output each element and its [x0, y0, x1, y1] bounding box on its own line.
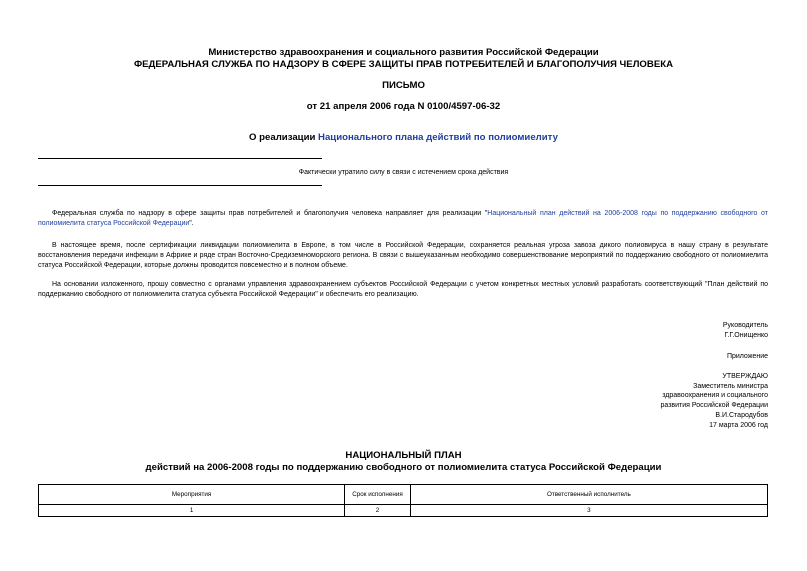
- approval-approve: УТВЕРЖДАЮ: [722, 373, 768, 380]
- plan-link[interactable]: Национальный план действий на 2006-2008 годы по поддержанию свободного от полиомиелита статуса Российской Федерации: [38, 210, 768, 227]
- ministry-name: Министерство здравоохранения и социального развития Российской Федерации: [208, 47, 599, 58]
- plan-title: НАЦИОНАЛЬНЫЙ ПЛАН: [345, 450, 462, 461]
- document-date-number: от 21 апреля 2006 года N 0100/4597-06-32: [306, 101, 501, 112]
- signature-role: Руководитель: [722, 322, 768, 329]
- approval-line-3: развития Российской Федерации: [660, 402, 768, 410]
- approval-line-1: Заместитель министра: [693, 382, 768, 390]
- approval-name: В.И.Стародубов: [715, 411, 768, 419]
- plan-subtitle: действий на 2006-2008 годы по поддержанию свободного от полиомиелита статуса Российской Федерации: [145, 462, 662, 473]
- approval-date: 17 марта 2006 год: [709, 421, 768, 429]
- subject-prefix: О реализации: [249, 132, 319, 143]
- signature-name: Г.Г.Онищенко: [724, 331, 768, 339]
- document-type: ПИСЬМО: [382, 80, 425, 91]
- table-header-row: [39, 485, 768, 505]
- document-subject: [0, 132, 807, 144]
- column-header-deadline: Срок исполнения: [345, 485, 411, 505]
- divider-top: [38, 158, 322, 159]
- column-number-3: 3: [410, 505, 767, 517]
- table-row: [39, 505, 768, 517]
- paragraph-1: [38, 209, 768, 229]
- appendix-label: Приложение: [726, 353, 768, 360]
- approval-block: [660, 372, 768, 430]
- paragraph-1-end: ".: [189, 220, 194, 227]
- paragraph-3: На основании изложенного, прошу совместно с органами управления здравоохранением субъектов Российской Федерации с учетом конкретных местных условий разработать соответствующий "План действий по поддержанию свободного от полиомиелита статуса субъекта Российской Федерации" и обеспечить его реализацию.: [38, 281, 768, 298]
- column-header-measures: Мероприятия: [39, 485, 345, 505]
- paragraph-1-text: Федеральная служба по надзору в сфере защиты прав потребителей и благополучия человека направляет для реализации ": [52, 210, 488, 217]
- paragraph-2: В настоящее время, после сертификации ликвидации полиомиелита в Европе, в том числе в Российской Федерации, сохраняется реальная угроза завоза дикого полиовируса в нашу страну в результате восстановления передачи инфекции в Африке и ряде стран Восточно-Средиземноморского региона. В связи с вышеуказанным необходимо совершенствование мероприятий по поддержанию свободного от полиомиелита статуса Российской Федерации, которые должны проводится повсеместно и в полном объеме.: [38, 242, 768, 269]
- approval-line-2: здравоохранения и социального: [662, 392, 768, 400]
- column-header-responsible: Ответственный исполнитель: [410, 485, 767, 505]
- plan-table: [38, 484, 768, 517]
- column-number-1: 1: [39, 505, 345, 517]
- service-name: ФЕДЕРАЛЬНАЯ СЛУЖБА ПО НАДЗОРУ В СФЕРЕ ЗАЩИТЫ ПРАВ ПОТРЕБИТЕЛЕЙ И БЛАГОПОЛУЧИЯ ЧЕЛОВЕКА: [133, 59, 674, 70]
- divider-bottom: [38, 185, 322, 186]
- column-number-2: 2: [345, 505, 411, 517]
- status-note: Фактически утратило силу в связи с истечением срока действия: [298, 169, 509, 176]
- signature-block: [723, 321, 768, 340]
- subject-link[interactable]: Национального плана действий по полиомиелиту: [318, 132, 558, 143]
